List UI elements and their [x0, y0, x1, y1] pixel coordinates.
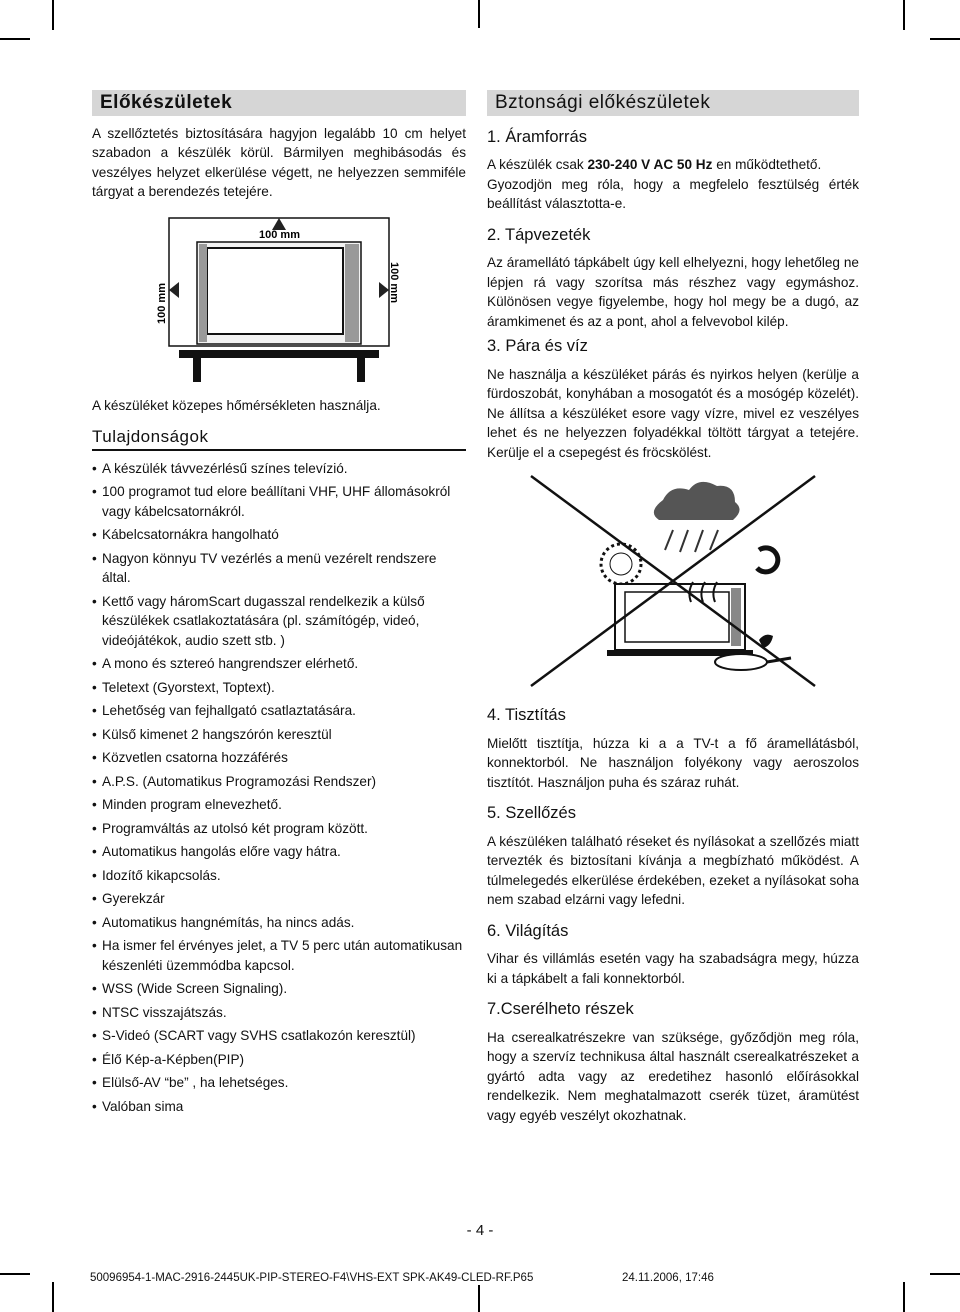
feature-item: • A.P.S. (Automatikus Programozási Rendszer)	[92, 772, 466, 792]
feature-item: • A mono és sztereó hangrendszer elérhető.	[92, 654, 466, 674]
right-column	[487, 90, 859, 1131]
voltage-value: 230-240 V AC 50 Hz	[587, 157, 713, 172]
feature-item: • A készülék távvezérlésű színes televízió.	[92, 459, 466, 479]
feature-item: • Külső kimenet 2 hangszórón keresztül	[92, 725, 466, 745]
hazard-warning-illustration	[523, 472, 823, 692]
crop-mark	[0, 38, 30, 40]
crop-mark	[478, 1285, 480, 1312]
feature-item: • Programváltás az utolsó két program között.	[92, 819, 466, 839]
power-text-start: A készülék csak	[487, 157, 588, 172]
temperature-note: A készüléket közepes hőmérsékleten használja.	[92, 397, 381, 413]
page-number: - 4 -	[466, 1222, 494, 1239]
power-source-heading: 1. Áramforrás	[487, 127, 587, 146]
left-column	[92, 90, 466, 1120]
cleaning-text: Mielőtt tisztítja, húzza ki a a TV-t a fő áramellátásból, konnektorból. Ne használjon folyékony vagy aeroszolos tisztítót. Használjon puha és száraz ruhát.	[487, 735, 859, 790]
moisture-heading: 3. Pára és víz	[487, 337, 588, 355]
ventilation-heading: 5. Szellőzés	[487, 804, 576, 822]
feature-item: • Gyerekzár	[92, 889, 466, 909]
feature-item: • Valóban sima	[92, 1097, 466, 1117]
left-clearance-label: 100 mm	[156, 282, 168, 324]
lightning-heading: 6. Világítás	[487, 921, 569, 940]
ventilation-text: A készüléken található réseket és nyílásokat a szellőzés miatt tervezték és biztosítani kívánja a megbízható működést. A túlmelegedés elkerülése érdekében, ezeket a nyílásokat soha nem szabad elzárni vagy lefedni.	[487, 833, 859, 907]
section-title-safety: Bztonsági előkészületek	[487, 90, 859, 116]
moisture-text: Ne használja a készüléket párás és nyirkos helyen (kerülje a fürdoszobát, konyhában a mosogatót és a mosógép közelét). Ne állítsa a készüléket esore vagy vízre, mivel ez veszélyes lehet és ne helyezzen folyadékkal töltött tárgyat a tetejére. Kerülje el a csepegést és fröcskölést.	[487, 366, 859, 460]
crop-mark	[930, 38, 960, 40]
voltage-check-text: Gyozodjön meg róla, hogy a megfelelo fesztülség érték beállítást választotta-e.	[487, 176, 859, 211]
crop-mark	[478, 0, 480, 28]
feature-item: • Idozítő kikapcsolás.	[92, 866, 466, 886]
feature-item: • Kettő vagy háromScart dugasszal rendelkezik a külső készülékek csatlakoztatására (pl. számítógép, videó, videójátékok, audio szett stb. )	[92, 592, 466, 651]
features-heading: Tulajdonságok	[92, 427, 466, 451]
crop-mark	[903, 0, 905, 30]
replacement-parts-text: Ha cserealkatrészekre van szüksége, győződjön meg róla, hogy a szervíz technikusa által használt cserealkatrészeket a gyártó adta vagy az eredetihez hasonló előírásokkal rendelkezik. Nem meghatalmazott cserék tüzet, áramütést vagy egyéb veszélyt okozhatnak.	[487, 1029, 859, 1123]
footer-date: 24.11.2006, 17:46	[622, 1272, 714, 1284]
feature-item: • Minden program elnevezhető.	[92, 795, 466, 815]
top-clearance-label: 100 mm	[259, 228, 300, 241]
feature-item: • WSS (Wide Screen Signaling).	[92, 979, 466, 999]
feature-item: • S-Videó (SCART vagy SVHS csatlakozón keresztül)	[92, 1026, 466, 1046]
power-cord-text: Az áramellátó tápkábelt úgy kell elhelyezni, hogy lehetőleg ne lépjen rá vagy szorítsa más részhez vagy egymáshoz. Különösen vegye figyelembe, hogy hol megy be a dugó, az áramkimenet és az a pont, ahol a felvevobol kilép.	[487, 255, 859, 329]
feature-item: • Közvetlen csatorna hozzáférés	[92, 748, 466, 768]
crop-mark	[930, 1273, 960, 1275]
features-list	[92, 459, 466, 1117]
feature-item: • Kábelcsatornákra hangolható	[92, 525, 466, 545]
crop-mark	[52, 0, 54, 30]
power-source-text	[487, 155, 859, 175]
right-clearance-label: 100 mm	[388, 261, 400, 303]
feature-item: • NTSC visszajátszás.	[92, 1003, 466, 1023]
crop-mark	[903, 1282, 905, 1312]
feature-item: • Élő Kép-a-Képben(PIP)	[92, 1050, 466, 1070]
tv-clearance-diagram	[156, 216, 400, 386]
cleaning-heading: 4. Tisztítás	[487, 706, 566, 724]
power-cord-heading: 2. Tápvezeték	[487, 225, 591, 244]
feature-item: • Lehetőség van fejhallgató csatlaztatására.	[92, 701, 466, 721]
footer-filename: 50096954-1-MAC-2916-2445UK-PIP-STEREO-F4\VHS-EXT SPK-AK49-CLED-RF.P65	[90, 1272, 534, 1284]
intro-paragraph: A szellőztetés biztosítására hagyjon legalább 10 cm helyet szabadon a készülék körül. Bármilyen meghibásodás és veszélyes helyzet elkerülése végett, ne helyezzen semmiféle tárgyat a berendezés tetejére.	[92, 125, 466, 199]
feature-item: • Elülső-AV “be” , ha lehetséges.	[92, 1073, 466, 1093]
crop-mark	[0, 1273, 30, 1275]
feature-item: • Teletext (Gyorstext, Toptext).	[92, 678, 466, 698]
feature-item: • Nagyon könnyu TV vezérlés a menü vezérelt rendszere által.	[92, 549, 466, 588]
feature-item: • Ha ismer fel érvényes jelet, a TV 5 perc után automatikusan készenléti üzemmódba kapcsol.	[92, 936, 466, 975]
lightning-text: Vihar és villámlás esetén vagy ha szabadságra megy, húzza ki a tápkábelt a fali konnektorból.	[487, 951, 859, 986]
feature-item: • Automatikus hangnémítás, ha nincs adás.	[92, 913, 466, 933]
replacement-parts-heading: 7.Cserélheto részek	[487, 1000, 634, 1018]
feature-item: • 100 programot tud elore beállítani VHF, UHF állomásokról vagy kábelcsatornákról.	[92, 482, 466, 521]
power-text-end: en működtethető.	[712, 157, 822, 172]
feature-item: • Automatikus hangolás előre vagy hátra.	[92, 842, 466, 862]
section-title-preparations: Előkészületek	[92, 90, 466, 116]
crop-mark	[52, 1282, 54, 1312]
